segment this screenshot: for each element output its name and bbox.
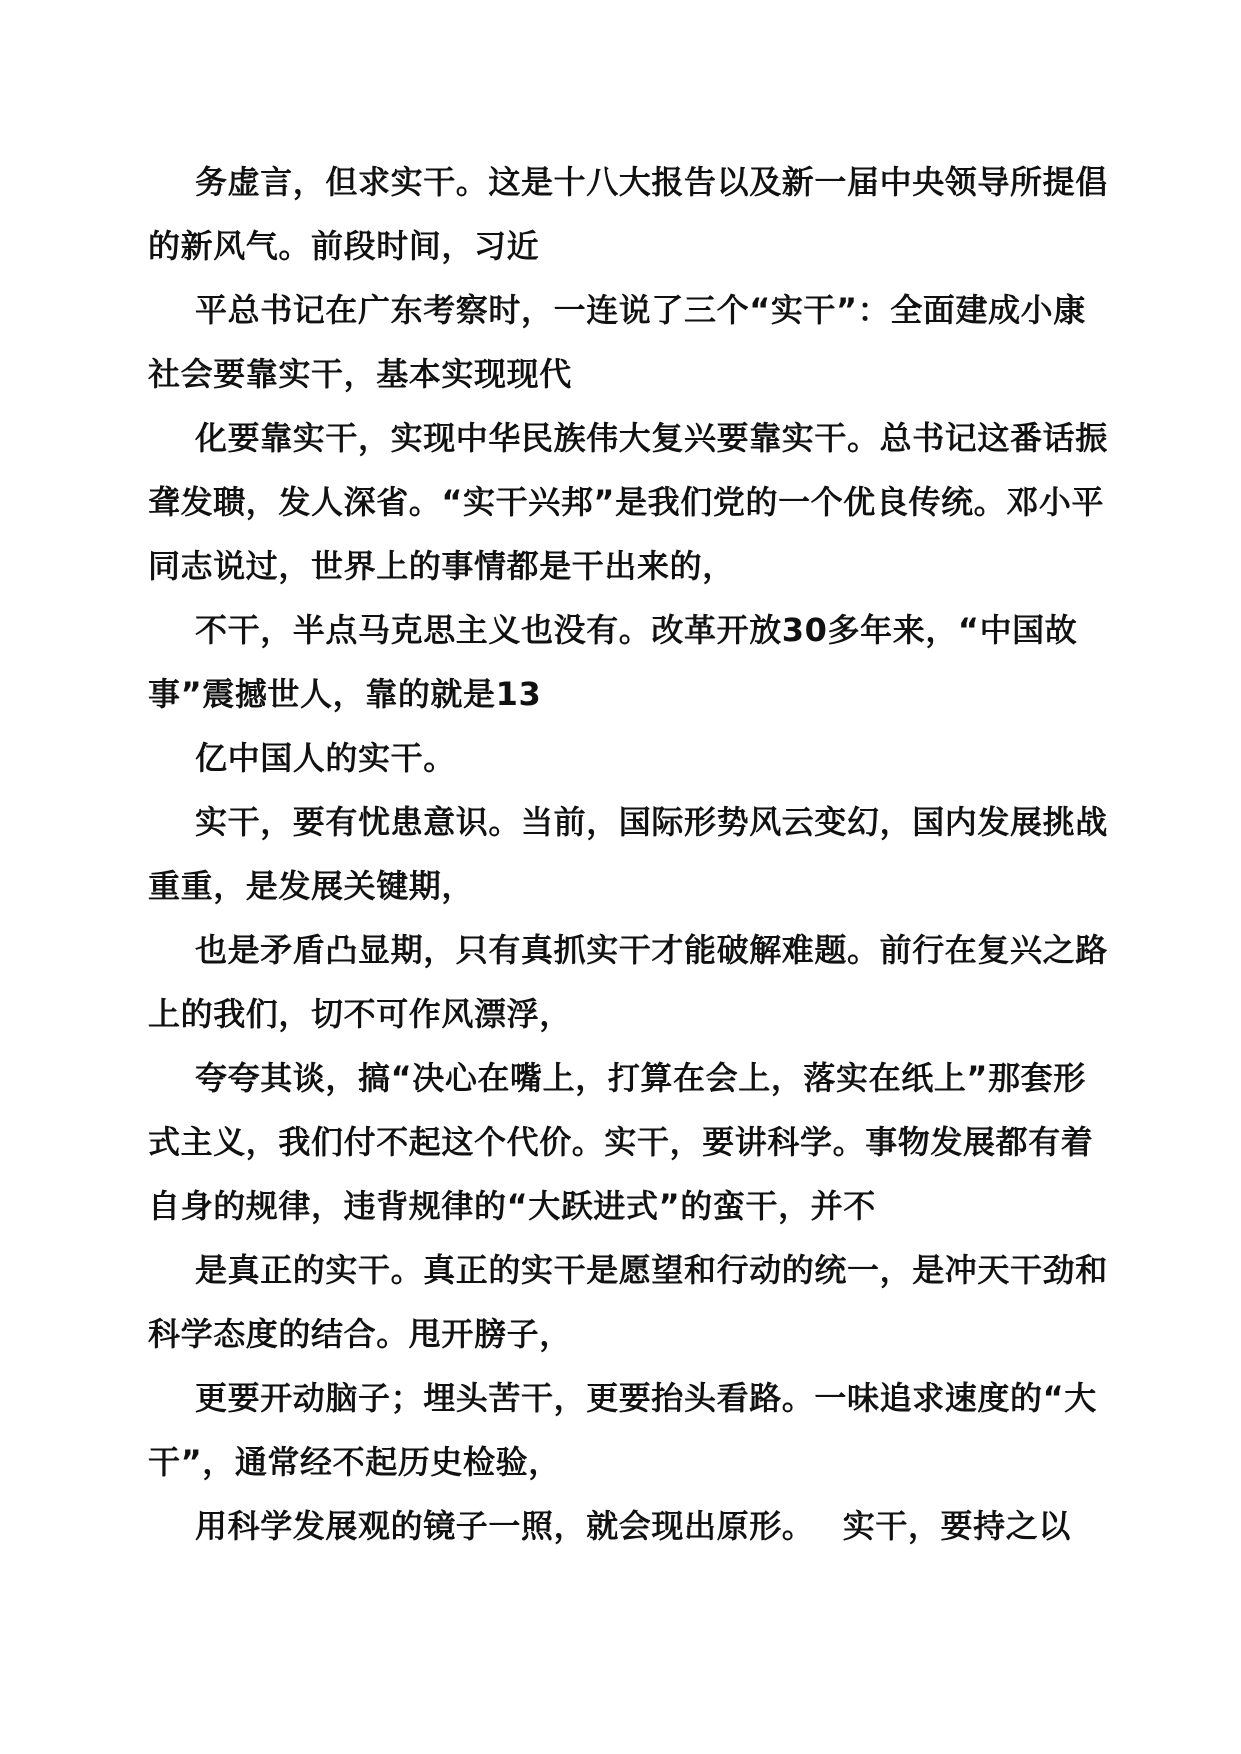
paragraph: 平总书记在广东考察时，一连说了三个“实干”：全面建成小康社会要靠实干，基本实现现代 xyxy=(148,291,1086,393)
paragraph: 是真正的实干。真正的实干是愿望和行动的统一，是冲天干劲和科学态度的结合。甩开膀子， xyxy=(148,1251,1108,1353)
paragraph: 夸夸其谈，搞“决心在嘴上，打算在会上，落实在纸上”那套形式主义，我们付不起这个代价。实干，要讲科学。事物发展都有着自身的规律，违背规律的“大跃进式”的蛮干，并不 xyxy=(148,1059,1094,1225)
paragraph: 化要靠实干，实现中华民族伟大复兴要靠实干。总书记这番话振聋发聩，发人深省。“实干兴邦”是我们党的一个优良传统。邓小平同志说过，世界上的事情都是干出来的， xyxy=(148,419,1108,585)
paragraph: 更要开动脑子；埋头苦干，更要抬头看路。一味追求速度的“大干”，通常经不起历史检验， xyxy=(148,1379,1097,1481)
paragraph: 也是矛盾凸显期，只有真抓实干才能破解难题。前行在复兴之路上的我们，切不可作风漂浮， xyxy=(148,931,1108,1033)
document-body xyxy=(148,150,1108,1558)
paragraph: 用科学发展观的镜子一照，就会现出原形。 实干，要持之以 xyxy=(195,1507,1071,1545)
paragraph: 务虚言，但求实干。这是十八大报告以及新一届中央领导所提倡的新风气。前段时间，习近 xyxy=(148,163,1108,265)
paragraph: 实干，要有忧患意识。当前，国际形势风云变幻，国内发展挑战重重，是发展关键期， xyxy=(148,803,1108,905)
paragraph: 不干，半点马克思主义也没有。改革开放30多年来，“中国故事”震撼世人，靠的就是13 xyxy=(148,611,1078,713)
paragraph: 亿中国人的实干。 xyxy=(195,739,456,777)
